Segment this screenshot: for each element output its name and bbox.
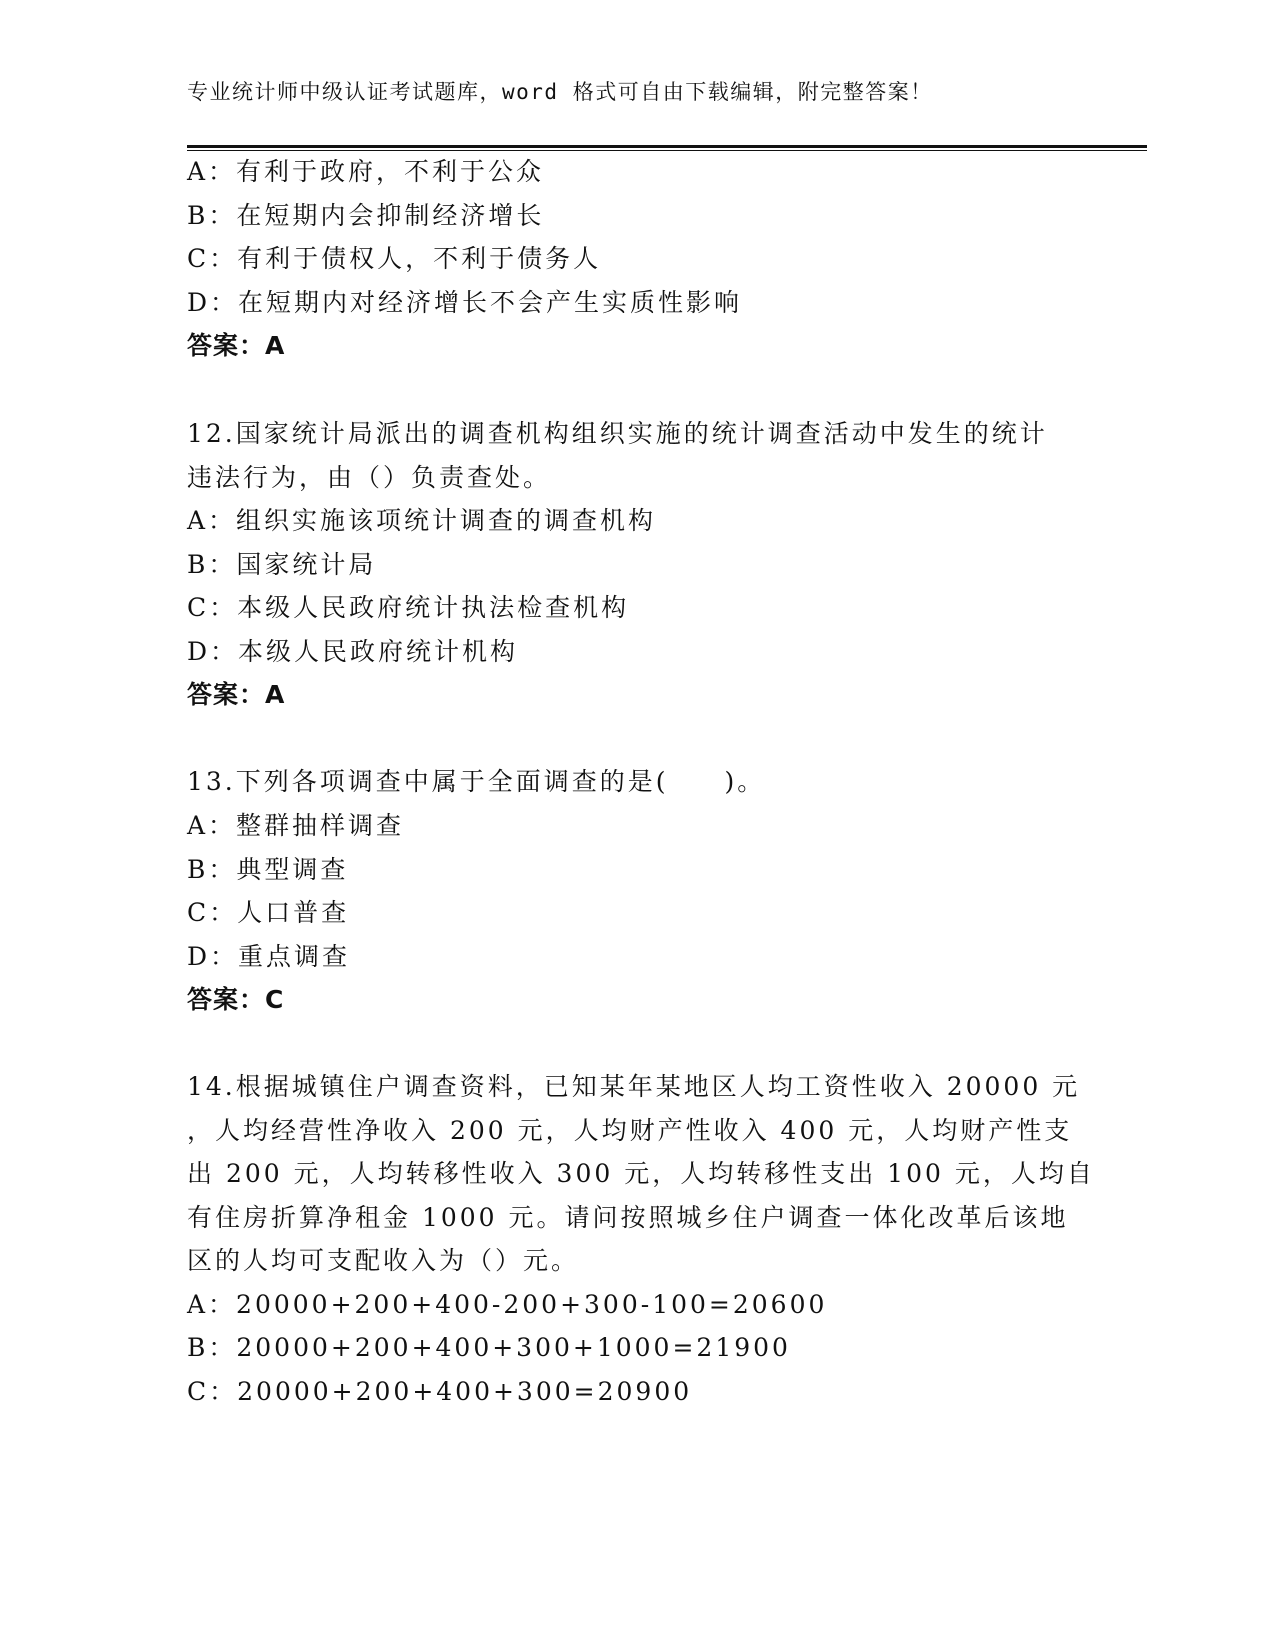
option-c: C：20000+200+400+300=20900 — [187, 1377, 693, 1406]
answer: 答案：A — [187, 331, 286, 360]
question-stem-line: 违法行为，由（）负责查处。 — [187, 463, 552, 492]
answer: 答案：C — [187, 985, 285, 1014]
header-rule-thick — [187, 145, 1147, 148]
question-stem-line: 有住房折算净租金 1000 元。请问按照城乡住户调查一体化改革后该地 — [187, 1203, 1069, 1232]
header-rule-thin — [187, 150, 1147, 151]
option-d: D：本级人民政府统计机构 — [187, 637, 519, 666]
option-a: A：20000+200+400-200+300-100=20600 — [187, 1290, 828, 1319]
option-d: D：在短期内对经济增长不会产生实质性影响 — [187, 288, 743, 317]
option-c: C：人口普查 — [187, 898, 350, 927]
option-b: B：20000+200+400+300+1000=21900 — [187, 1333, 791, 1362]
question-stem-line: 出 200 元，人均转移性收入 300 元，人均转移性支出 100 元，人均自 — [187, 1159, 1095, 1188]
question-stem-line: 14.根据城镇住户调查资料，已知某年某地区人均工资性收入 20000 元 — [187, 1072, 1081, 1101]
page-header: 专业统计师中级认证考试题库，word 格式可自由下载编辑，附完整答案！ — [187, 80, 933, 104]
option-b: B：典型调查 — [187, 855, 349, 884]
question-stem-line: ，人均经营性净收入 200 元，人均财产性收入 400 元，人均财产性支 — [187, 1116, 1073, 1145]
option-b: B：国家统计局 — [187, 550, 377, 579]
option-c: C：有利于债权人，不利于债务人 — [187, 244, 602, 273]
answer: 答案：A — [187, 680, 286, 709]
question-stem-line: 13.下列各项调查中属于全面调查的是( )。 — [187, 767, 766, 796]
option-a: A：整群抽样调查 — [187, 811, 405, 840]
option-d: D：重点调查 — [187, 942, 351, 971]
question-stem-line: 12.国家统计局派出的调查机构组织实施的统计调查活动中发生的统计 — [187, 419, 1048, 448]
option-a: A：有利于政府，不利于公众 — [187, 157, 545, 186]
question-stem-line: 区的人均可支配收入为（）元。 — [187, 1246, 580, 1275]
option-b: B：在短期内会抑制经济增长 — [187, 201, 545, 230]
option-c: C：本级人民政府统计执法检查机构 — [187, 593, 630, 622]
option-a: A：组织实施该项统计调查的调查机构 — [187, 506, 657, 535]
